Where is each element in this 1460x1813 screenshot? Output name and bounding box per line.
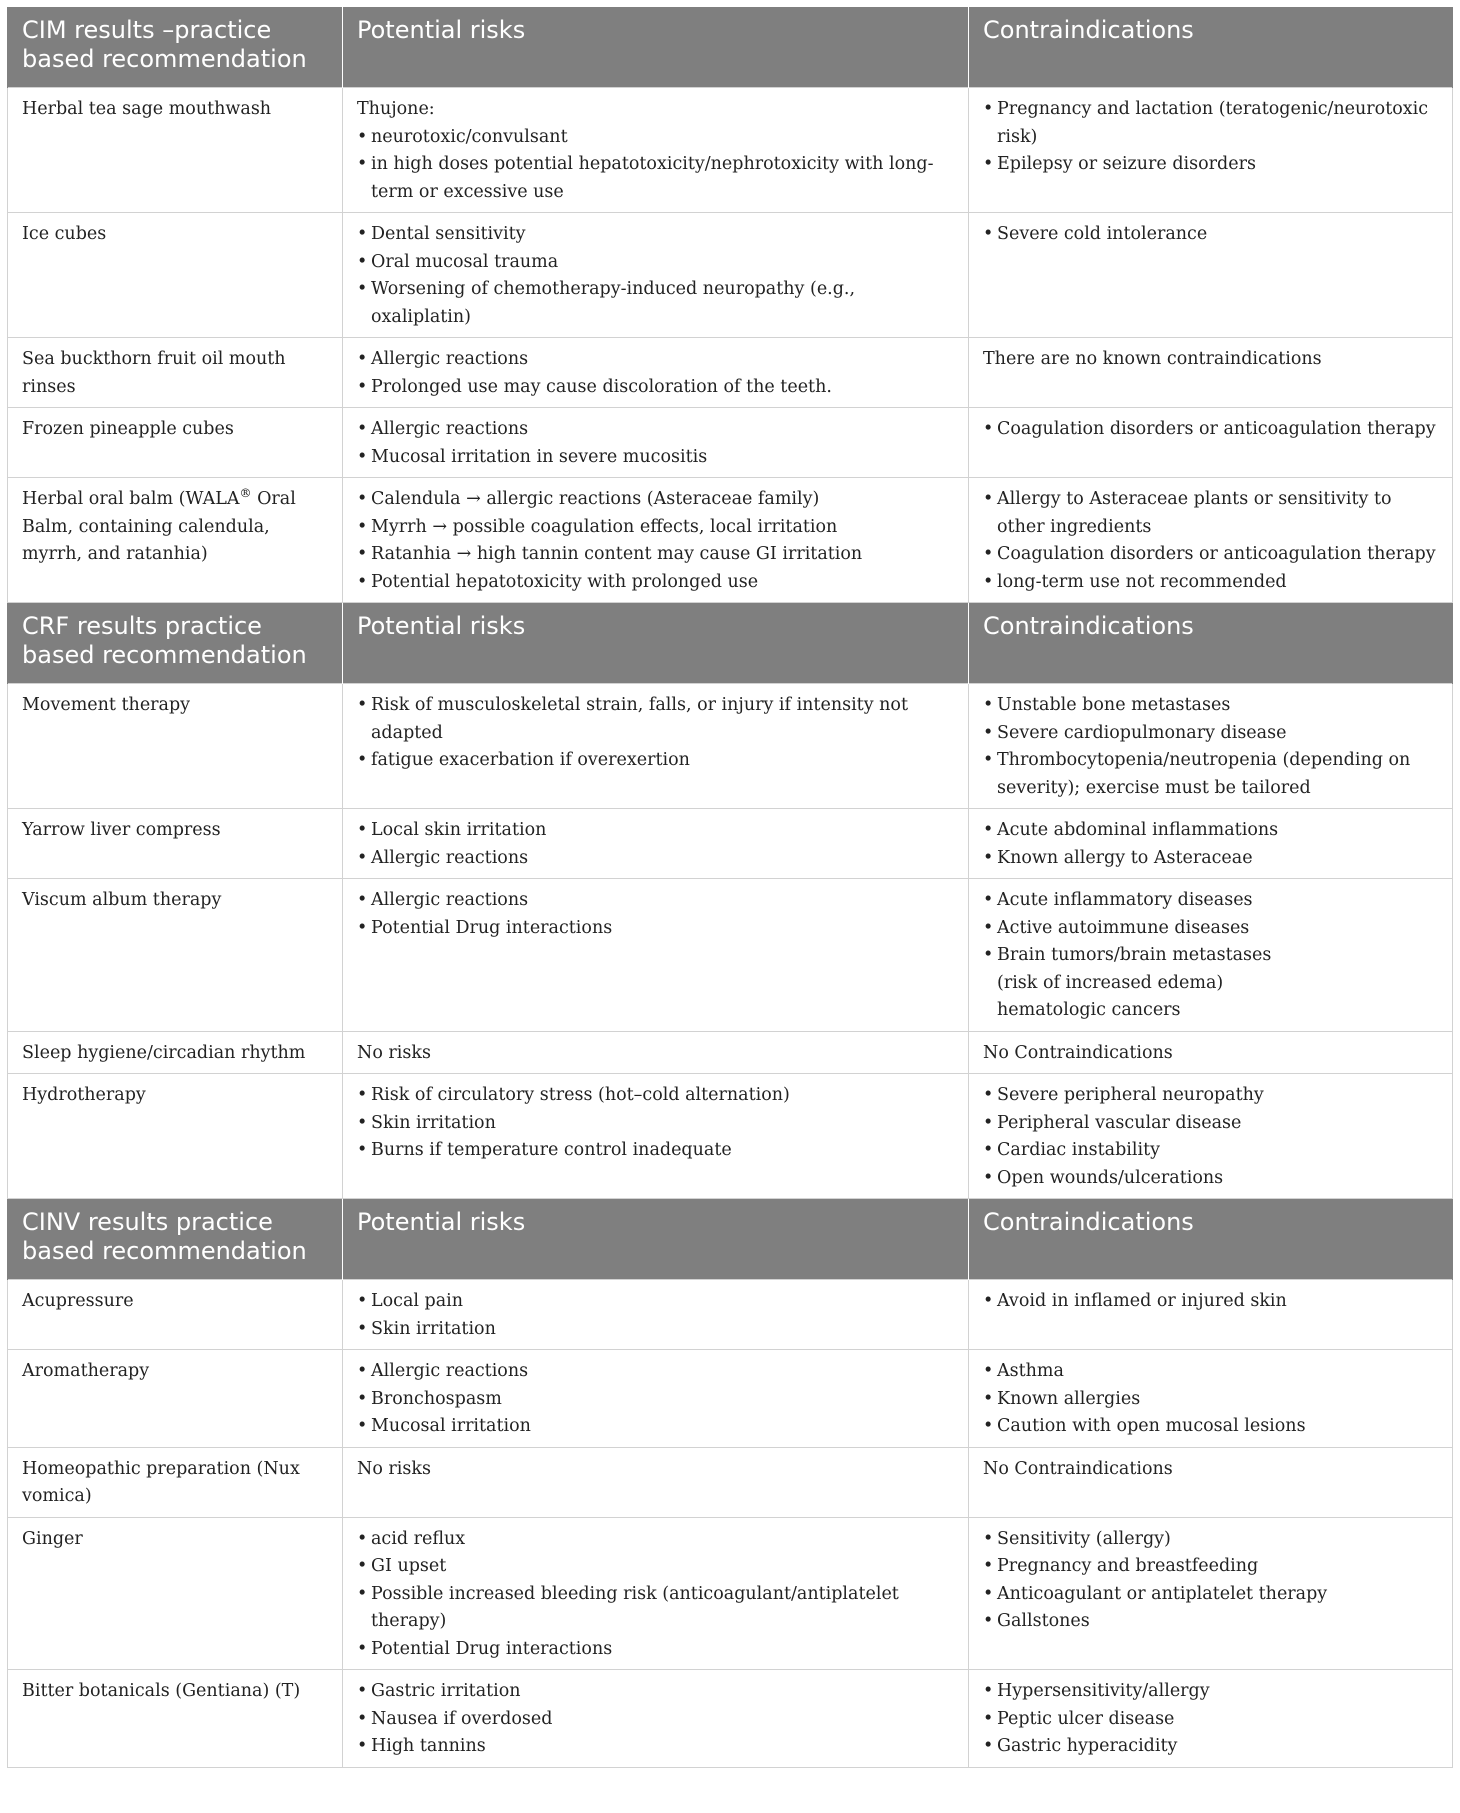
list-item: • Unstable bone metastases: [983, 692, 1438, 720]
list-item: • Known allergies: [983, 1386, 1438, 1414]
table-row: [8, 478, 1453, 603]
list-item: • Possible increased bleeding risk (anticoagulant/antiplatelet therapy): [357, 1581, 954, 1636]
contra-cell: [969, 1670, 1453, 1768]
header-contraindications: Contraindications: [969, 1199, 1453, 1280]
list-item: • Cardiac instability: [983, 1137, 1438, 1165]
row-name: Acupressure: [8, 1280, 343, 1350]
header-potential-risks: Potential risks: [343, 1199, 969, 1280]
list-item: • Caution with open mucosal lesions: [983, 1413, 1438, 1441]
list-item: • GI upset: [357, 1553, 954, 1581]
risks-list: [357, 416, 954, 471]
risks-cell: No risks: [343, 1031, 969, 1074]
section-header-cinv: [8, 1199, 1453, 1280]
contra-cell: [969, 684, 1453, 809]
row-name: Hydrotherapy: [8, 1074, 343, 1199]
table-row: [8, 88, 1453, 213]
risks-list: [357, 1526, 954, 1664]
risks-cell: [343, 408, 969, 478]
list-item: • in high doses potential hepatotoxicity/nephrotoxicity with long-term or excessive use: [357, 151, 954, 206]
risk-contraindication-table: [7, 7, 1453, 1768]
contra-cell: [969, 408, 1453, 478]
list-item: • Thrombocytopenia/neutropenia (depending on severity); exercise must be tailored: [983, 747, 1438, 802]
list-item: • Coagulation disorders or anticoagulation therapy: [983, 416, 1438, 444]
contra-continuation: hematologic cancers: [997, 1000, 1181, 1020]
row-name: Sea buckthorn fruit oil mouth rinses: [8, 338, 343, 408]
list-item: • Anticoagulant or antiplatelet therapy: [983, 1581, 1438, 1609]
header-contraindications: Contraindications: [969, 603, 1453, 684]
list-item: • Mucosal irritation in severe mucositis: [357, 444, 954, 472]
table-row: [8, 213, 1453, 338]
list-item: • Allergic reactions: [357, 346, 954, 374]
row-name: Viscum album therapy: [8, 879, 343, 1032]
row-name: [8, 478, 343, 603]
contra-cell: [969, 213, 1453, 338]
table-row: [8, 879, 1453, 1032]
table-row: [8, 1447, 1453, 1517]
risks-cell: [343, 809, 969, 879]
list-item: • Calendula → allergic reactions (Asteraceae family): [357, 486, 954, 514]
risks-cell: [343, 213, 969, 338]
list-item: • Allergy to Asteraceae plants or sensitivity to other ingredients: [983, 486, 1438, 541]
contra-cell: [969, 879, 1453, 1032]
risks-list: [357, 1358, 954, 1441]
list-item: • neurotoxic/convulsant: [357, 124, 954, 152]
table-row: [8, 809, 1453, 879]
contra-cell: [969, 478, 1453, 603]
table-row: [8, 684, 1453, 809]
list-item: • Nausea if overdosed: [357, 1706, 954, 1734]
list-item: • Skin irritation: [357, 1110, 954, 1138]
list-item: • Brain tumors/brain metastases: [983, 942, 1438, 970]
contra-list: [983, 1358, 1438, 1441]
contra-list: [983, 486, 1438, 596]
risks-list: [357, 221, 954, 331]
row-name-part: Herbal oral balm (WALA: [22, 489, 240, 509]
contra-cell: [969, 809, 1453, 879]
list-item: • Allergic reactions: [357, 845, 954, 873]
table-row: [8, 1517, 1453, 1670]
contra-list: [983, 221, 1438, 249]
list-item: • Severe cold intolerance: [983, 221, 1438, 249]
registered-mark: ®: [239, 486, 252, 500]
risks-list: [357, 1678, 954, 1761]
row-name: Herbal tea sage mouthwash: [8, 88, 343, 213]
contra-list: [983, 416, 1438, 444]
row-name: Homeopathic preparation (Nux vomica): [8, 1447, 343, 1517]
header-potential-risks: Potential risks: [343, 603, 969, 684]
header-recommendation: CIM results –practice based recommendation: [8, 7, 343, 88]
row-name: Bitter botanicals (Gentiana) (T): [8, 1670, 343, 1768]
risks-cell: [343, 1074, 969, 1199]
list-item: • Pregnancy and lactation (teratogenic/neurotoxic risk): [983, 96, 1438, 151]
list-item: • Gastric hyperacidity: [983, 1733, 1438, 1761]
risks-cell: [343, 1280, 969, 1350]
list-item: • Known allergy to Asteraceae: [983, 845, 1438, 873]
contra-list: [983, 1526, 1438, 1636]
list-item: • Risk of musculoskeletal strain, falls, or injury if intensity not adapted: [357, 692, 954, 747]
row-name-part: Oral Balm, containing calendula, myrrh, and ratanhia): [22, 489, 296, 564]
list-item: • Potential Drug interactions: [357, 1636, 954, 1664]
contra-continuation: (risk of increased edema): [997, 972, 1224, 993]
table-row: [8, 408, 1453, 478]
list-item: • Peripheral vascular disease: [983, 1110, 1438, 1138]
list-item: • Potential hepatotoxicity with prolonged use: [357, 569, 954, 597]
contra-cell: No Contraindications: [969, 1447, 1453, 1517]
list-item: • Allergic reactions: [357, 887, 954, 915]
list-item: • Severe cardiopulmonary disease: [983, 720, 1438, 748]
risks-list: [357, 1082, 954, 1165]
risks-cell: No risks: [343, 1447, 969, 1517]
list-item: • Gallstones: [983, 1608, 1438, 1636]
list-item: • long-term use not recommended: [983, 569, 1438, 597]
list-item: • Active autoimmune diseases: [983, 915, 1438, 943]
table-row: [8, 1280, 1453, 1350]
list-item: • fatigue exacerbation if overexertion: [357, 747, 954, 775]
risks-list: [357, 124, 954, 207]
list-item: • Burns if temperature control inadequate: [357, 1137, 954, 1165]
table-row: [8, 1670, 1453, 1768]
contra-list: [983, 1288, 1438, 1316]
contra-list: [983, 96, 1438, 179]
list-item: • Acute inflammatory diseases: [983, 887, 1438, 915]
list-item: • Peptic ulcer disease: [983, 1706, 1438, 1734]
risks-cell: [343, 1350, 969, 1448]
table-row: [8, 338, 1453, 408]
list-item: • Dental sensitivity: [357, 221, 954, 249]
table-row: [8, 1074, 1453, 1199]
list-item: • Myrrh → possible coagulation effects, local irritation: [357, 514, 954, 542]
risks-cell: [343, 478, 969, 603]
risks-cell: [343, 684, 969, 809]
list-item: • Epilepsy or seizure disorders: [983, 151, 1438, 179]
header-potential-risks: Potential risks: [343, 7, 969, 88]
contra-list: [983, 692, 1438, 802]
row-name: Movement therapy: [8, 684, 343, 809]
section-header-cim: [8, 7, 1453, 88]
section-header-crf: [8, 603, 1453, 684]
list-item: • Potential Drug interactions: [357, 915, 954, 943]
risks-list: [357, 346, 954, 401]
list-item: • Local skin irritation: [357, 817, 954, 845]
list-item: • Bronchospasm: [357, 1386, 954, 1414]
list-item: • Asthma: [983, 1358, 1438, 1386]
list-item: • Prolonged use may cause discoloration of the teeth.: [357, 374, 954, 402]
table-row: [8, 1350, 1453, 1448]
list-item: • Open wounds/ulcerations: [983, 1165, 1438, 1193]
list-item: • Pregnancy and breastfeeding: [983, 1553, 1438, 1581]
contra-cell: [969, 1517, 1453, 1670]
list-item: • Allergic reactions: [357, 416, 954, 444]
list-item: • Hypersensitivity/allergy: [983, 1678, 1438, 1706]
list-item: • Risk of circulatory stress (hot–cold alternation): [357, 1082, 954, 1110]
row-name: Aromatherapy: [8, 1350, 343, 1448]
table-row: [8, 1031, 1453, 1074]
risks-cell: [343, 1670, 969, 1768]
contra-cell: [969, 1280, 1453, 1350]
risks-list: [357, 887, 954, 942]
row-name: Frozen pineapple cubes: [8, 408, 343, 478]
header-recommendation: CINV results practice based recommendation: [8, 1199, 343, 1280]
list-item: • Coagulation disorders or anticoagulation therapy: [983, 541, 1438, 569]
contra-list: [983, 1678, 1438, 1761]
list-item: • Ratanhia → high tannin content may cause GI irritation: [357, 541, 954, 569]
contra-list: [983, 817, 1438, 872]
list-item: • Local pain: [357, 1288, 954, 1316]
contra-cell: [969, 1350, 1453, 1448]
risks-cell: [343, 338, 969, 408]
risks-list: [357, 692, 954, 775]
row-name: Ginger: [8, 1517, 343, 1670]
row-name: Sleep hygiene/circadian rhythm: [8, 1031, 343, 1074]
list-item: • Oral mucosal trauma: [357, 249, 954, 277]
header-recommendation: CRF results practice based recommendation: [8, 603, 343, 684]
risks-list: [357, 1288, 954, 1343]
header-contraindications: Contraindications: [969, 7, 1453, 88]
row-name: Ice cubes: [8, 213, 343, 338]
contra-list: [983, 1082, 1438, 1192]
risks-cell: [343, 88, 969, 213]
risks-cell: [343, 1517, 969, 1670]
contra-cell: [969, 1074, 1453, 1199]
risks-cell: [343, 879, 969, 1032]
row-name: Yarrow liver compress: [8, 809, 343, 879]
list-item: • Allergic reactions: [357, 1358, 954, 1386]
risks-lead: Thujone:: [357, 99, 435, 119]
list-item: • Sensitivity (allergy): [983, 1526, 1438, 1554]
contra-cell: [969, 88, 1453, 213]
list-item: • Severe peripheral neuropathy: [983, 1082, 1438, 1110]
list-item: • High tannins: [357, 1733, 954, 1761]
list-item: • Mucosal irritation: [357, 1413, 954, 1441]
risks-list: [357, 817, 954, 872]
list-item: • acid reflux: [357, 1526, 954, 1554]
list-item: • Gastric irritation: [357, 1678, 954, 1706]
list-item: • Worsening of chemotherapy-induced neuropathy (e.g., oxaliplatin): [357, 276, 954, 331]
risks-list: [357, 486, 954, 596]
list-item: • Acute abdominal inflammations: [983, 817, 1438, 845]
list-item: • Avoid in inflamed or injured skin: [983, 1288, 1438, 1316]
contra-cell: No Contraindications: [969, 1031, 1453, 1074]
contra-cell: There are no known contraindications: [969, 338, 1453, 408]
list-item: • Skin irritation: [357, 1316, 954, 1344]
contra-list: [983, 887, 1438, 970]
